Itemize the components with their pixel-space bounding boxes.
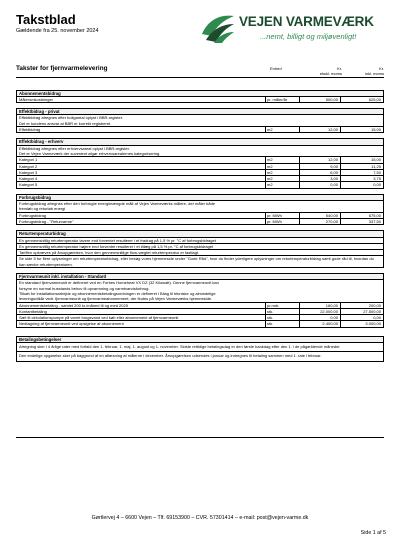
payment-terms-section — [16, 336, 384, 362]
section-title: Abonnementsbidrag — [17, 91, 383, 97]
row-incl-value: 15,00 — [340, 127, 383, 132]
capacity-business-section — [16, 138, 384, 188]
row-label: Abonnementsbetaling - samlet 200 kr./måned til og med 2025 — [19, 302, 128, 308]
tariff-sheet — [16, 66, 384, 362]
row-incl-value: 15,00 — [340, 157, 383, 162]
row-excl-value: 540,00 — [299, 213, 340, 218]
row-label: Effektbidrag — [19, 127, 41, 133]
row-label: Kategori 1 — [19, 157, 38, 163]
row-excl-value: 0,00 — [299, 315, 340, 320]
table-row — [17, 219, 383, 224]
return-temperature-section — [16, 230, 384, 268]
row-unit: pr.mdr. — [265, 303, 299, 308]
row-label: Kategori 4 — [19, 176, 38, 182]
text-line: Afregning sker i 4 årlige rater med forfald den 1. februar, 1. maj, 1. august og 1. november. Sidste rettidige betalingsdag er den første bankdag efter den 1. i de pågældende måneder. — [17, 343, 383, 352]
row-unit: pr. MWh — [265, 213, 299, 218]
row-label: Sæt til cirkulationspumpe på varmt brugsvand ved køb eller abonnement af fjernvarmeunit — [19, 315, 179, 321]
row-excl-value: 22.000,00 — [299, 309, 340, 314]
row-unit: m2 — [265, 182, 299, 187]
row-incl-value: 200,00 — [340, 303, 383, 308]
row-unit: stk. — [265, 321, 299, 326]
row-label: Kategori 2 — [19, 163, 38, 169]
table-row — [17, 97, 383, 102]
table-row — [17, 182, 383, 187]
section-title: Fjernvarmeunit inkl. installation - Standard — [17, 274, 383, 280]
row-incl-value: 337,50 — [340, 219, 383, 224]
row-excl-value: 9,00 — [299, 164, 340, 169]
row-incl-value: 3.000,00 — [340, 321, 383, 326]
row-excl-value: 2.400,00 — [299, 321, 340, 326]
section-note: Effektbidrag afregnes efter boligareal oplyst i BBR-register. Det er kundens ansvar at BBR er korrekt registreret. — [17, 115, 383, 127]
row-label: Nedtagning af fjernvarmeunit ved opsigelse af abonnement — [19, 321, 124, 327]
row-excl-value: 0,00 — [299, 182, 340, 187]
incl-vat-label: inkl. moms — [364, 71, 384, 77]
row-label: Forbrugsbidrag - "Returvarme" — [19, 218, 74, 224]
row-excl-value: 270,00 — [299, 219, 340, 224]
footer-divider — [16, 437, 384, 438]
section-title: Betalingsbetingelser — [17, 337, 383, 343]
section-note: Forbrugsbidrag afregnes efter den forbrugte energimængde målt af Vejen Varmeværks målere, der måler både fremløb og returløb energi — [17, 201, 383, 213]
row-incl-value: 0,00 — [340, 182, 383, 187]
company-logo — [200, 12, 386, 44]
logo-tagline: ...nemt, billigt og miljøvenligt! — [260, 32, 357, 41]
row-excl-value: 160,00 — [299, 303, 340, 308]
row-incl-value: 625,00 — [340, 97, 383, 102]
subscription-section — [16, 90, 384, 104]
section-title: Forbrugsbidrag — [17, 195, 383, 201]
row-label: Kategori 3 — [19, 169, 38, 175]
row-unit: pr. MWh — [265, 219, 299, 224]
row-unit: m2 — [265, 164, 299, 169]
row-label: Måleromkostninger — [19, 96, 54, 102]
row-label: Forbrugsbidrag — [19, 212, 47, 218]
row-incl-value: 0,00 — [340, 315, 383, 320]
col-incl-header: Kr. — [379, 66, 384, 71]
valid-from-date: Gældende fra 25. november 2024 — [16, 28, 99, 34]
table-row — [17, 127, 383, 132]
row-excl-value: 12,00 — [299, 157, 340, 162]
row-incl-value: 3,75 — [340, 176, 383, 181]
sheet-subheader — [16, 71, 384, 77]
row-excl-value: 3,00 — [299, 176, 340, 181]
section-title: Effektbidrag - erhverv — [17, 139, 383, 145]
text-line: Den endelige opgørelse sker på baggrund af en aflæsning af målerne i december. Årsopgørelsen udsendes i januar og indregnes til betaling sammen med 1. rate i februar. — [19, 353, 322, 359]
row-incl-value: 11,25 — [340, 164, 383, 169]
text-line: En gennemsnitlig returtemperatur højere end forventet resulterer i et tillæg på 1,5 % pr. °C af forbrugsbidraget — [17, 244, 383, 250]
text-line: Se side 5 for flere oplysninger om returtemperaturbidrag, eller besøg vores hjemmeside under "Gode Råd", hvor du finder yderligere oplysninger om returtemperaturbidrag samt gode råd til, hvordan du kan sænke returtemperaturen. — [19, 256, 374, 267]
row-excl-value: 12,00 — [299, 127, 340, 132]
logo-name: VEJEN VARMEVÆRK — [239, 14, 374, 29]
row-unit: m2 — [265, 170, 299, 175]
section-title: Effektbidrag - privat — [17, 109, 383, 115]
row-unit: stk. — [265, 315, 299, 320]
consumption-section — [16, 194, 384, 225]
row-unit: m2 — [265, 176, 299, 181]
col-unit-header: Enhed — [270, 66, 282, 71]
document-title: Takstblad — [16, 12, 76, 27]
row-incl-value: 675,00 — [340, 213, 383, 218]
row-unit: m2 — [265, 127, 299, 132]
col-excl-header: Kr. — [337, 66, 342, 71]
row-unit: pr. måler/år — [265, 97, 299, 102]
text-line: En gennemsnitlig returtemperatur lavere end forventet resulterer i et fradrag på 1,5 % pr. °C af forbrugsbidraget — [17, 238, 383, 244]
row-label: Kontantbetaling — [19, 308, 47, 314]
row-excl-value: 500,00 — [299, 97, 340, 102]
section-title: Returtemperaturbidrag — [17, 231, 383, 237]
sheet-title: Takster for fjernvarmelevering — [16, 65, 108, 72]
row-excl-value: 6,00 — [299, 170, 340, 175]
table-row — [17, 321, 383, 326]
row-label: Kategori 5 — [19, 182, 38, 188]
row-unit: m2 — [265, 157, 299, 162]
flame-icon — [200, 12, 236, 44]
text-line: Tariffen opkræves på årsopgørelsen, hvor den gennemsnitlige flow-vægtet returtemperatur er fastlagt. — [17, 250, 383, 256]
capacity-private-section — [16, 108, 384, 133]
heating-unit-section — [16, 273, 384, 328]
excl-vat-label: ekskl. moms — [319, 71, 342, 77]
row-incl-value: 27.500,00 — [340, 309, 383, 314]
row-unit: stk. — [265, 309, 299, 314]
section-note: Effektbidrag afregnes efter erhvervsareal oplyst i BBR-register. Det er Vejen Varmeværk der suverænt afgør erhvervsarealernes kategorisering. — [17, 146, 383, 158]
footer-address: Gørtlervej 4 – 6600 Vejen – Tlf. 69153900 – CVR. 57301414 – e-mail: post@vejen-varme.dk — [91, 515, 309, 521]
row-incl-value: 7,50 — [340, 170, 383, 175]
section-note: En standard fjernvarmeunit er defineret ved en Forbes Homeheat VX DZ (32 Kilowatt). Denne fjernvarmeunit kan forsyne en normal husstands behov til opvarmning og varmtvandsforbrug. Tilkøb for installationsarbejde og abonnementsbetalingsordningen er defineret i Bilag til tekniske og almindelige leveringsvilkår vedr. fjernvarmeunit og fjernvarmeabonnement, der findes på Vejen Varmeværks hjemmeside. — [17, 280, 383, 302]
page-number: Side 1 af 5 — [360, 530, 386, 536]
